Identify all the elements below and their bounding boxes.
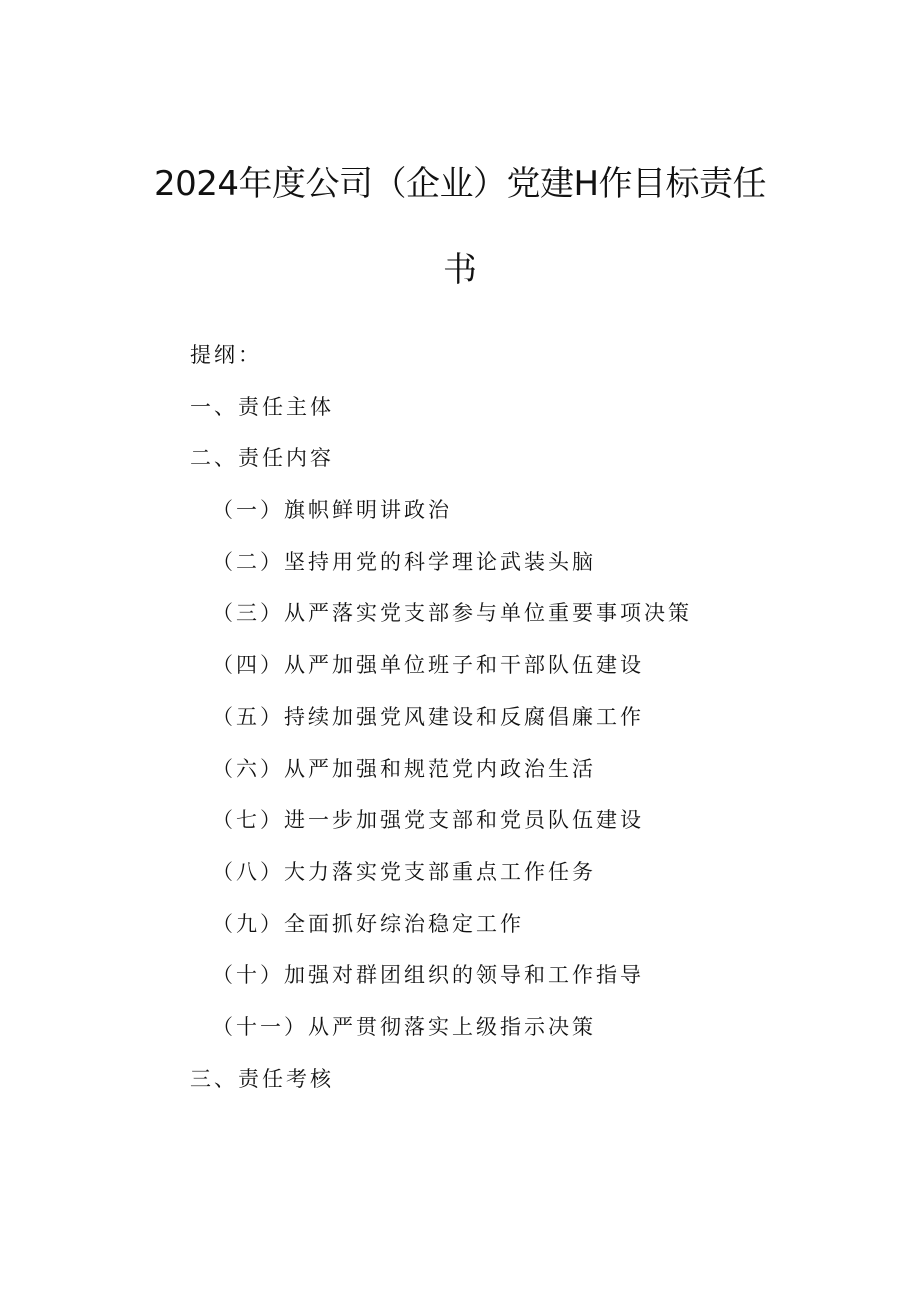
document-title-continued: 书 <box>443 250 477 290</box>
outline-item: （四）从严加强单位班子和干部队伍建设 <box>212 653 644 678</box>
outline-item: （六）从严加强和规范党内政治生活 <box>212 756 596 781</box>
outline-item: （七）进一步加强党支部和党员队伍建设 <box>212 808 644 833</box>
outline-item: （二）坚持用党的科学理论武装头脑 <box>212 549 596 574</box>
outline <box>190 338 692 1113</box>
outline-label: 提纲： <box>190 343 262 367</box>
outline-item: （五）持续加强党风建设和反腐倡廉工作 <box>212 704 644 729</box>
outline-item: （三）从严落实党支部参与单位重要事项决策 <box>212 601 692 626</box>
document-title: 2024年度公司（企业）党建H作目标责任 <box>153 164 767 204</box>
section-heading-responsibility-content: 二、责任内容 <box>190 446 334 471</box>
outline-item: （十一）从严贯彻落实上级指示决策 <box>212 1014 596 1039</box>
section-heading-responsibility-assessment: 三、责任考核 <box>190 1066 334 1091</box>
section-heading-responsibility-subject: 一、责任主体 <box>190 394 334 419</box>
outline-item: （八）大力落实党支部重点工作任务 <box>212 859 596 884</box>
outline-item: （十）加强对群团组织的领导和工作指导 <box>212 963 644 988</box>
outline-item: （九）全面抓好综治稳定工作 <box>212 911 524 936</box>
outline-item: （一）旗帜鲜明讲政治 <box>212 498 452 523</box>
